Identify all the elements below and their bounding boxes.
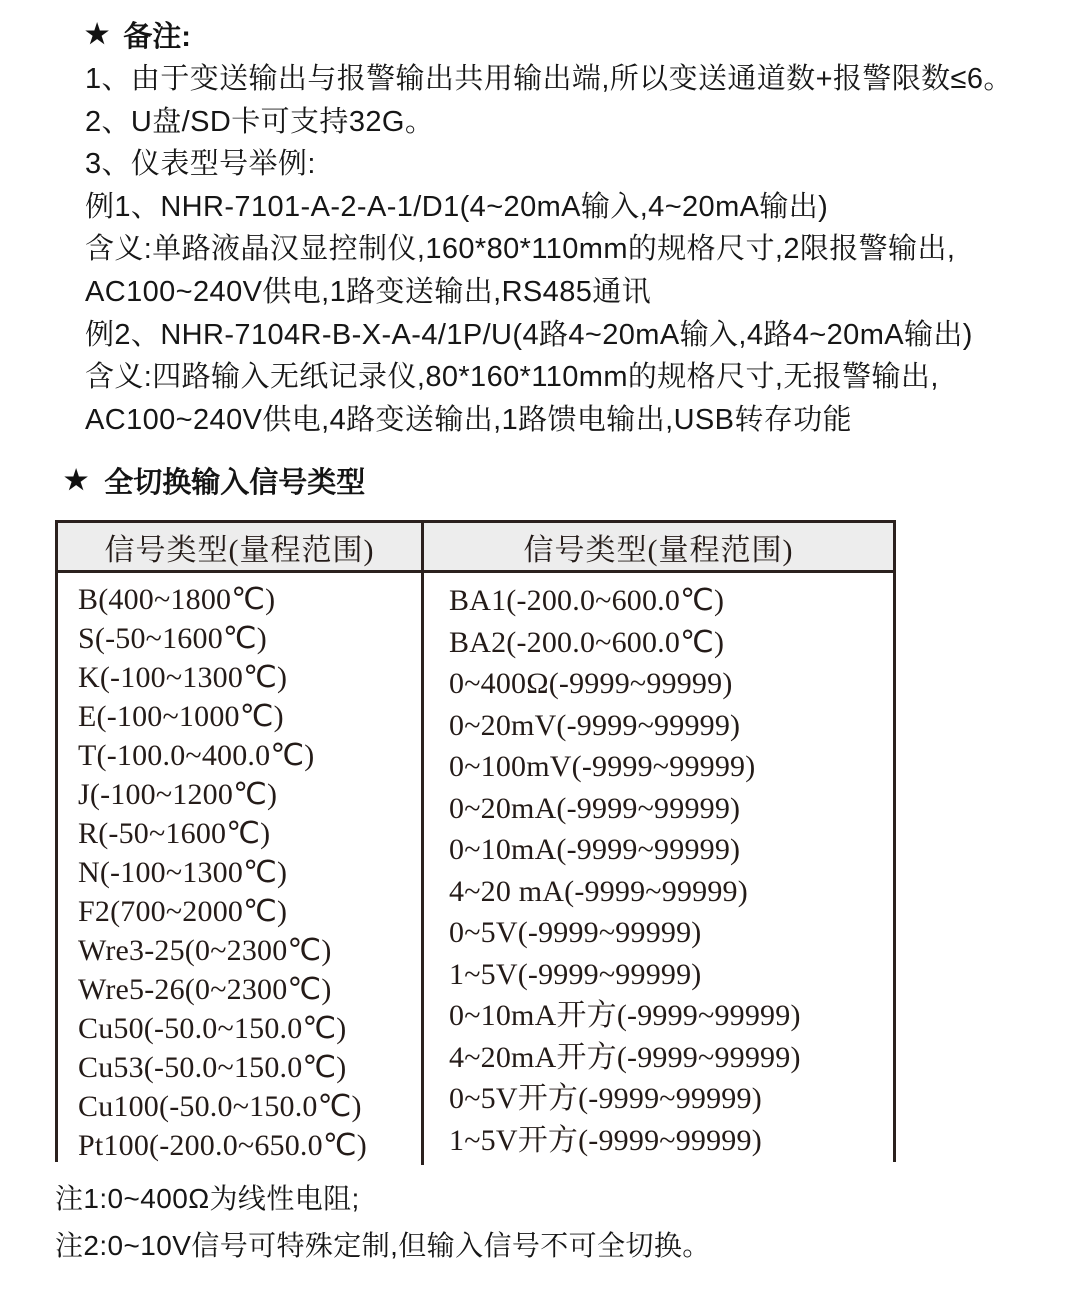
note-line: AC100~240V供电,1路变送输出,RS485通讯 [85, 275, 652, 308]
star-icon: ★ [64, 465, 89, 495]
signal-item: 0~5V开方(-9999~99999) [449, 1082, 762, 1115]
signal-item: S(-50~1600℃) [78, 622, 267, 655]
signal-item: Pt100(-200.0~650.0℃) [78, 1129, 367, 1162]
note-line: 2、U盘/SD卡可支持32G。 [85, 105, 435, 138]
signal-item: 0~20mV(-9999~99999) [449, 708, 741, 742]
signal-item: 4~20mA开方(-9999~99999) [449, 1040, 801, 1074]
table-header-left: 信号类型(量程范围) [58, 523, 424, 573]
signal-item: 1~5V开方(-9999~99999) [449, 1123, 762, 1157]
signal-item: BA2(-200.0~600.0℃) [449, 625, 725, 659]
table-column-left [58, 573, 424, 1165]
signal-item: F2(700~2000℃) [78, 895, 288, 928]
signal-item: 0~400Ω(-9999~99999) [449, 667, 733, 700]
signal-item: BA1(-200.0~600.0℃) [449, 584, 725, 617]
note-line: 例2、NHR-7104R-B-X-A-4/1P/U(4路4~20mA输入,4路4~20mA输出) [85, 318, 973, 351]
signal-item: 0~100mV(-9999~99999) [449, 750, 756, 783]
table-header-right: 信号类型(量程范围) [424, 523, 893, 573]
signal-item: Cu53(-50.0~150.0℃) [78, 1051, 347, 1084]
signal-item: K(-100~1300℃) [78, 661, 288, 694]
note-line: 例1、NHR-7101-A-2-A-1/D1(4~20mA输入,4~20mA输出) [85, 190, 829, 223]
signal-item: Wre3-25(0~2300℃) [78, 934, 332, 967]
note-line: 3、仪表型号举例: [85, 148, 316, 181]
signal-item: N(-100~1300℃) [78, 856, 288, 889]
notes-heading [85, 12, 1035, 56]
signal-item: Cu50(-50.0~150.0℃) [78, 1012, 347, 1045]
note-line: 含义:四路输入无纸记录仪,80*160*110mm的规格尺寸,无报警输出, [85, 361, 939, 394]
signal-item: 0~20mA(-9999~99999) [449, 791, 741, 825]
signal-item: 1~5V(-9999~99999) [449, 957, 702, 991]
signal-section-heading [64, 460, 365, 501]
signal-item: R(-50~1600℃) [78, 817, 271, 850]
signal-section-title: 全切换输入信号类型 [104, 467, 366, 499]
signal-item: E(-100~1000℃) [78, 700, 284, 733]
note-line: 含义:单路液晶汉显控制仪,160*80*110mm的规格尺寸,2限报警输出, [85, 233, 956, 266]
signal-table [55, 520, 896, 1162]
notes-section [85, 12, 1035, 441]
note-line: AC100~240V供电,4路变送输出,1路馈电输出,USB转存功能 [85, 403, 852, 436]
signal-item: T(-100.0~400.0℃) [78, 739, 315, 772]
signal-item: 4~20 mA(-9999~99999) [449, 874, 748, 908]
signal-item: 0~5V(-9999~99999) [449, 916, 702, 949]
signal-item: 0~10mA(-9999~99999) [449, 833, 741, 866]
signal-item: 0~10mA开方(-9999~99999) [449, 999, 801, 1032]
signal-item: B(400~1800℃) [78, 583, 276, 616]
note-lines [85, 58, 1035, 441]
signal-item: Wre5-26(0~2300℃) [78, 973, 332, 1006]
table-column-right [424, 573, 893, 1165]
star-icon: ★ [85, 18, 110, 49]
footnotes [55, 1176, 1035, 1269]
notes-title: 备注: [123, 20, 191, 53]
note-line: 1、由于变送输出与报警输出共用输出端,所以变送通道数+报警限数≤6。 [85, 63, 1013, 95]
footnote-2: 注2:0~10V信号可特殊定制,但输入信号不可全切换。 [55, 1229, 711, 1261]
signal-item: J(-100~1200℃) [78, 778, 278, 811]
footnote-1: 注1:0~400Ω为线性电阻; [55, 1183, 360, 1214]
signal-item: Cu100(-50.0~150.0℃) [78, 1090, 362, 1123]
